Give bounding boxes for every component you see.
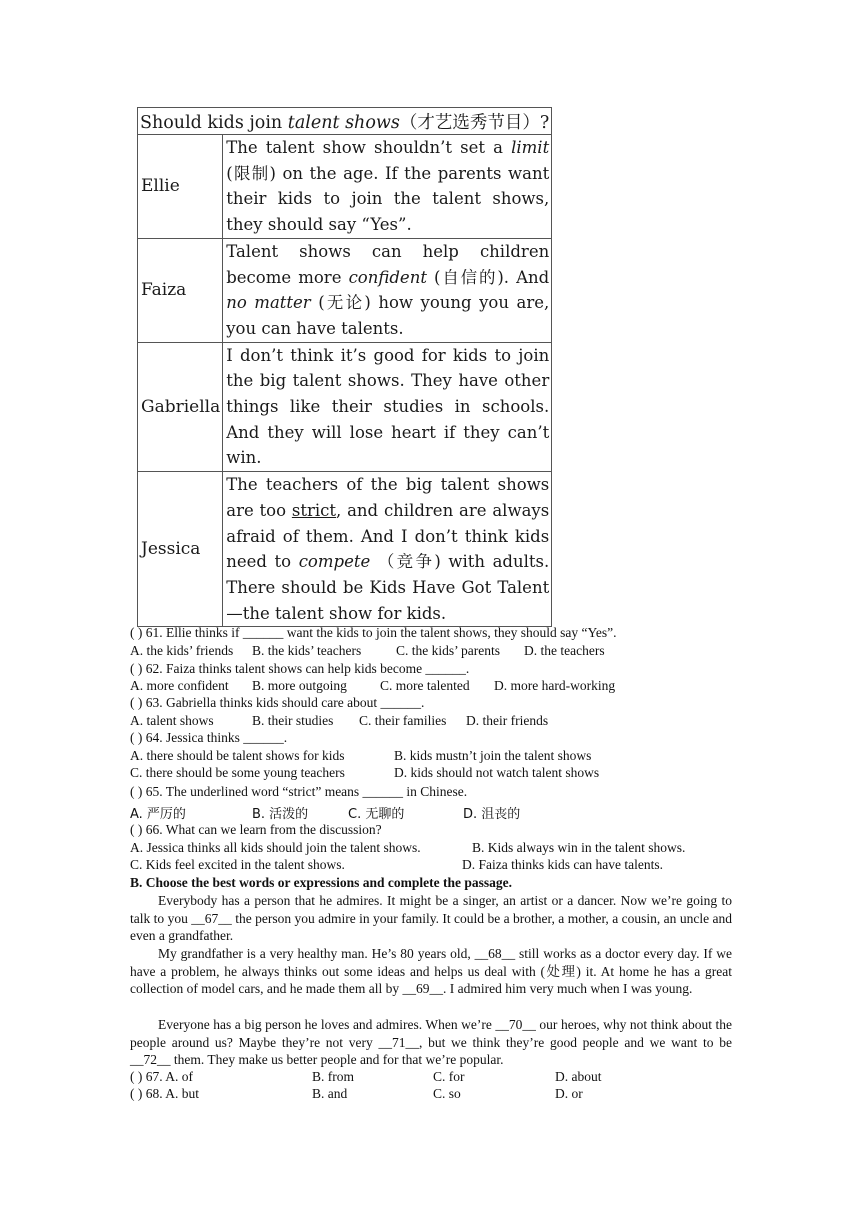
option: A. more confident	[130, 678, 229, 693]
question-66: ( ) 66. What can we learn from the discussion?	[130, 822, 382, 837]
option: A. talent shows	[130, 713, 214, 728]
table-row	[138, 342, 552, 472]
option: D. kids should not watch talent shows	[394, 765, 600, 780]
option: C. Kids feel excited in the talent shows.	[130, 857, 345, 872]
option: B. the kids’ teachers	[252, 643, 362, 658]
option: D. or	[555, 1086, 583, 1101]
question-62: ( ) 62. Faiza thinks talent shows can help kids become ______.	[130, 661, 470, 676]
talent-show-table	[137, 107, 552, 627]
option: C. for	[433, 1069, 465, 1084]
option: D. 沮丧的	[463, 807, 521, 822]
option: B. their studies	[252, 713, 334, 728]
option: D. their friends	[466, 713, 549, 728]
option: A. the kids’ friends	[130, 643, 234, 658]
speaker-name: Jessica	[138, 472, 223, 627]
speaker-opinion: The talent show shouldn’t set a limit (限制) on the age. If the parents want their kids to join the talent shows, they should say “Yes”.	[223, 135, 552, 239]
option: A. 严厉的	[130, 807, 186, 822]
question-65: ( ) 65. The underlined word “strict” means ______ in Chinese.	[130, 784, 468, 799]
speaker-name: Ellie	[138, 135, 223, 239]
table-header: Should kids join talent shows（才艺选秀节目）?	[138, 108, 552, 135]
option: D. the teachers	[524, 643, 605, 658]
underlined-word: strict	[291, 500, 337, 520]
speaker-name: Gabriella	[138, 342, 223, 472]
option: B. kids mustn’t join the talent shows	[394, 748, 592, 763]
option: D. Faiza thinks kids can have talents.	[462, 857, 663, 872]
option: B. more outgoing	[252, 678, 347, 693]
option: D. about	[555, 1069, 602, 1084]
option: C. 无聊的	[348, 807, 405, 822]
passage-paragraph: Everyone has a big person he loves and admires. When we’re __70__ our heroes, why not think about the people around us? Maybe they’re not very __71__, but we think they’re good people and we want to be __72__ them. They make us better people and for that we’re popular.	[130, 1017, 732, 1068]
table-row	[138, 135, 552, 239]
speaker-opinion: Talent shows can help children become more confident (自信的). And no matter (无论) how young you are, you can have talents.	[223, 238, 552, 342]
question-64: ( ) 64. Jessica thinks ______.	[130, 730, 288, 745]
speaker-opinion: The teachers of the big talent shows are too strict, and children are always afraid of them. And I don’t think kids need to compete （竞争) with adults. There should be Kids Have Got Talent—the talent show for kids.	[223, 472, 552, 627]
option: A. there should be talent shows for kids	[130, 748, 345, 763]
option: B. Kids always win in the talent shows.	[472, 840, 686, 855]
section-heading: B. Choose the best words or expressions and complete the passage.	[130, 875, 513, 890]
speaker-opinion: I don’t think it’s good for kids to join the big talent shows. They have other things like their studies in schools. And they will lose heart if they can’t win.	[223, 342, 552, 472]
option: C. so	[433, 1086, 461, 1101]
option: C. their families	[359, 713, 447, 728]
passage-paragraph: Everybody has a person that he admires. It might be a singer, an artist or a dancer. Now we’re going to talk to you __67__ the person you admire in your family. It could be a brother, a mother, a cousin, an uncle and even a grandfather.	[130, 893, 732, 944]
speaker-name: Faiza	[138, 238, 223, 342]
option: B. 活泼的	[252, 807, 309, 822]
passage-paragraph: My grandfather is a very healthy man. He’s 80 years old, __68__ still works as a doctor every day. If we have a problem, he always thinks out some ideas and helps us deal with (处理) it. At home he has a great collection of model cars, and he made them all by __69__. I admired him very much when I was young.	[130, 946, 732, 997]
table-row	[138, 472, 552, 627]
option: D. more hard-working	[494, 678, 616, 693]
option: B. and	[312, 1086, 348, 1101]
option: A. Jessica thinks all kids should join the talent shows.	[130, 840, 421, 855]
option: C. the kids’ parents	[396, 643, 500, 658]
option: B. from	[312, 1069, 354, 1084]
question-68: ( ) 68. A. but	[130, 1086, 199, 1101]
table-row	[138, 238, 552, 342]
option: C. there should be some young teachers	[130, 765, 345, 780]
question-67: ( ) 67. A. of	[130, 1069, 193, 1084]
option: C. more talented	[380, 678, 470, 693]
question-63: ( ) 63. Gabriella thinks kids should care about ______.	[130, 695, 425, 710]
question-61: ( ) 61. Ellie thinks if ______ want the kids to join the talent shows, they should say “Yes”.	[130, 625, 617, 640]
